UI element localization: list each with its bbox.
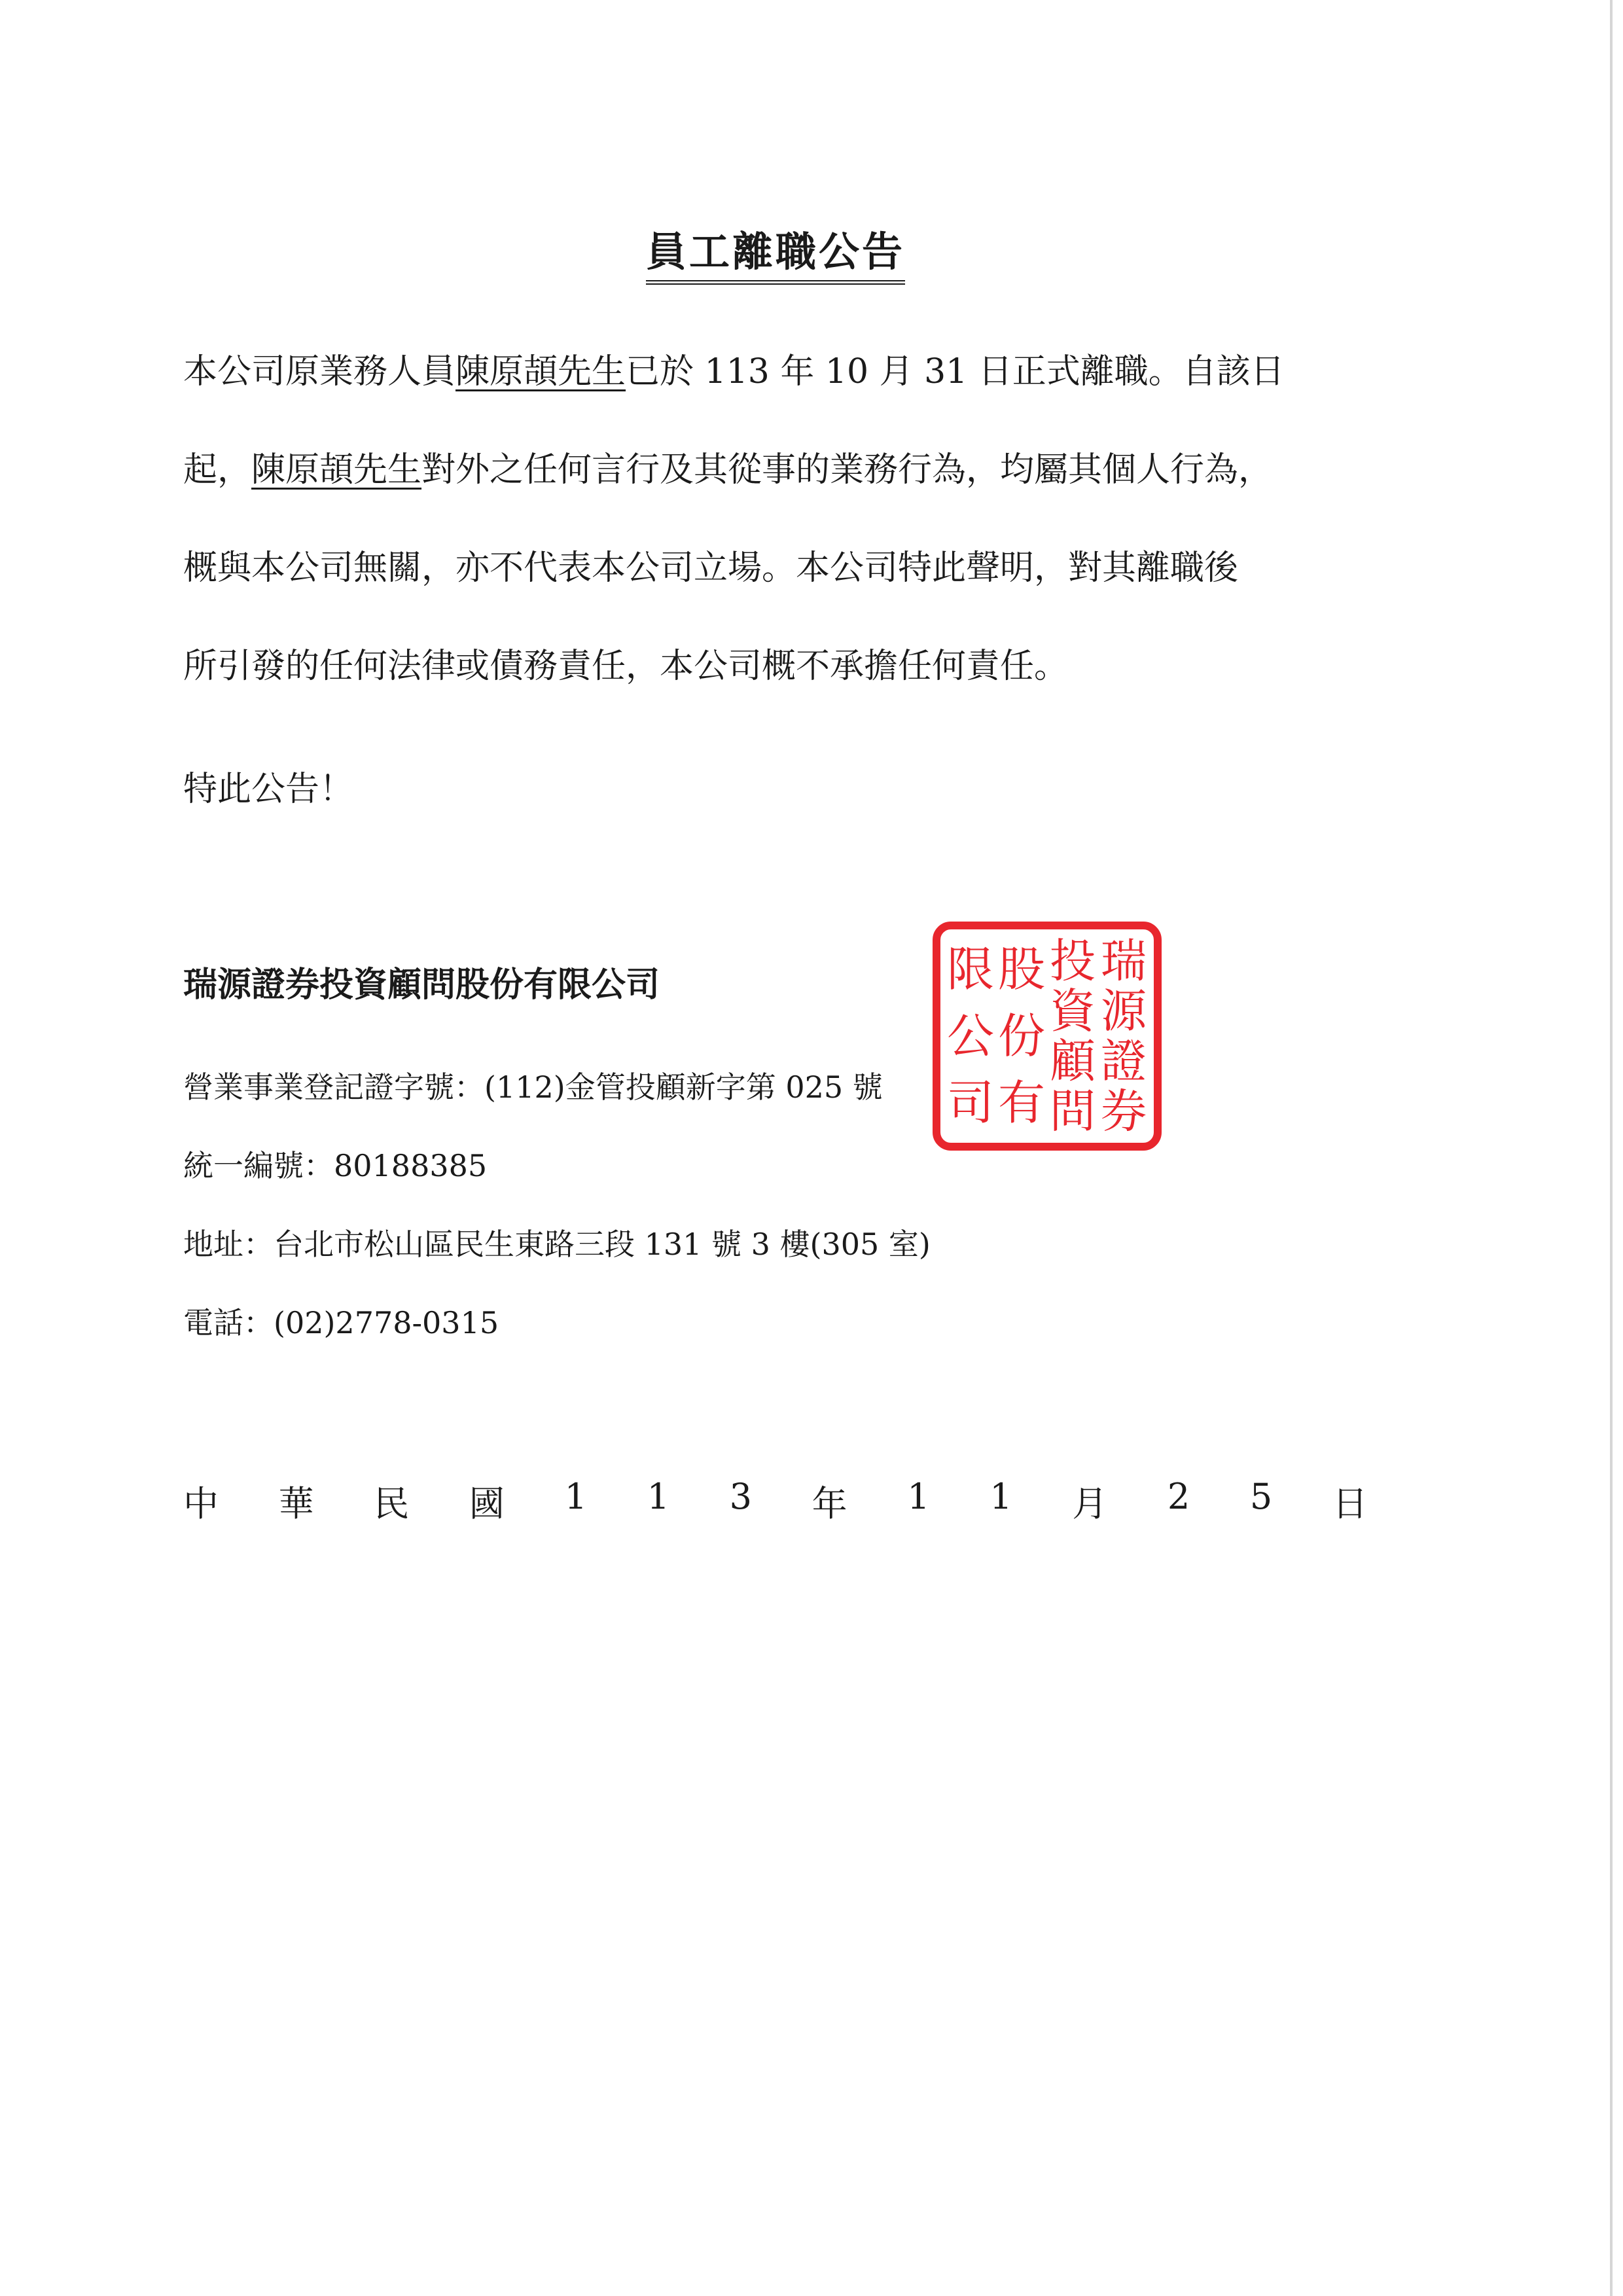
date-char: 2 [1167,1476,1190,1517]
body-line-2: 起，陳原頡先生對外之任何言行及其從事的業務行為，均屬其個人行為， [183,450,1273,490]
seal-char: 有 [997,1075,1046,1130]
date-char: 日 [1332,1483,1368,1524]
seal-char: 問 [1049,1084,1096,1138]
seal-char: 證 [1100,1034,1147,1088]
seal-char: 份 [997,1009,1046,1064]
seal-char: 司 [946,1075,995,1130]
company-seal [933,922,1162,1151]
date-char: 中 [183,1483,219,1524]
tax-id: 統一編號：80188385 [183,1148,488,1183]
phone: 電話：(02)2778-0315 [183,1305,499,1340]
seal-char: 資 [1049,984,1096,1038]
date-char: 國 [469,1483,505,1524]
seal-characters [947,934,1148,1138]
body-line-3: 概與本公司無關，亦不代表本公司立場。本公司特此聲明，對其離職後 [183,548,1239,588]
seal-char: 券 [1100,1084,1147,1138]
date-char: 年 [812,1483,847,1524]
date-char: 1 [647,1476,669,1517]
date-char: 月 [1072,1483,1108,1524]
seal-char: 源 [1100,984,1147,1038]
employee-name: 陳原頡先生 [251,450,422,490]
seal-char: 瑞 [1100,934,1147,988]
company-name: 瑞源證券投資顧問股份有限公司 [183,965,660,1005]
seal-char: 限 [946,942,995,997]
date-char: 1 [907,1476,930,1517]
date-line [183,1476,1368,1526]
body-line-4: 所引發的任何法律或債務責任，本公司概不承擔任何責任。 [183,647,1069,686]
date-char: 1 [564,1476,587,1517]
employee-name: 陳原頡先生 [455,352,626,391]
date-char: 1 [990,1476,1012,1517]
date-char: 5 [1249,1476,1273,1517]
seal-char: 股 [997,942,1046,997]
scan-edge [1610,0,1613,2296]
date-char: 華 [278,1483,314,1524]
date-char: 民 [374,1483,410,1524]
license-number: 營業事業登記證字號：(112)金管投顧新字第 025 號 [183,1069,883,1105]
document-title: 員工離職公告 [0,219,1551,285]
date-char: 3 [729,1476,752,1517]
address: 地址：台北市松山區民生東路三段 131 號 3 樓(305 室) [183,1227,931,1262]
closing-text: 特此公告！ [183,770,354,809]
body-line-1: 本公司原業務人員陳原頡先生已於 113 年 10 月 31 日正式離職。自該日 [183,352,1285,391]
seal-char: 顧 [1049,1034,1096,1088]
seal-char: 投 [1049,934,1096,988]
seal-char: 公 [946,1009,995,1064]
